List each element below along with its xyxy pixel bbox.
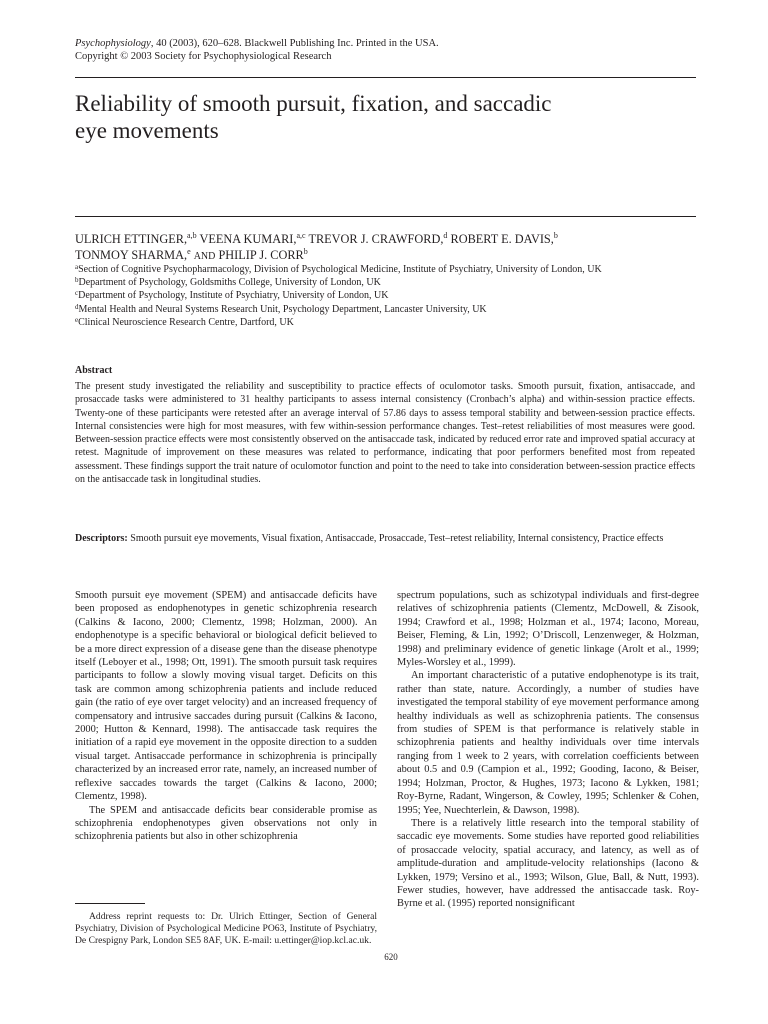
keywords-label: Descriptors: <box>75 533 128 544</box>
author: ROBERT E. DAVIS,$^b$ <box>450 231 558 246</box>
author: TREVOR J. CRAWFORD,$^d$ <box>308 231 448 246</box>
article-title <box>75 90 675 144</box>
header-rule <box>75 77 696 78</box>
affiliation: $^c$Department of Psychology, Institute of Psychiatry, University of London, UK <box>75 289 389 302</box>
author: VEENA KUMARI,$^{a,c}$ <box>199 231 306 246</box>
citation-line <box>75 38 695 51</box>
footnote: Address reprint requests to: Dr. Ulrich Ettinger, Section of General Psychiatry, Division of Psychological Medicine PO63, Institute of Psychiatry, De Crespigny Park, London SE5 8AF, UK. E-mail: u.ettinger@iop.kcl.ac.uk. <box>75 911 377 946</box>
body-column-left <box>75 589 377 844</box>
title-rule <box>75 216 696 217</box>
affiliation: $^b$Department of Psychology, Goldsmiths College, University of London, UK <box>75 276 381 289</box>
affiliation: $^e$Clinical Neuroscience Research Centre, Dartford, UK <box>75 315 294 328</box>
author-list <box>75 231 715 265</box>
keywords-text: Smooth pursuit eye movements, Visual fixation, Antisaccade, Prosaccade, Test–retest reliability, Internal consistency, Practice effects <box>127 533 664 544</box>
citation-details: , 40 (2003), 620–628. Blackwell Publishing Inc. Printed in the USA. <box>150 38 439 49</box>
keywords <box>75 532 695 545</box>
affiliation-list <box>75 263 715 329</box>
journal-header <box>75 38 695 63</box>
abstract-text: The present study investigated the reliability and susceptibility to practice effects of oculomotor tasks. Smooth pursuit, fixation, antisaccade, and prosaccade tasks were administered to 31 healthy participants to assess internal consistency (Cronbach’s alpha) and within-session practice effects. Twenty-one of these participants were retested after an average interval of 57.86 days to assess temporal stability and between-session practice effects. Internal consistencies were high for most measures, with few within-session performance changes. Test–retest reliabilities of most measures were good. Between-session practice effects were most consistently observed on the antisaccade task, indicated by reduced error rate and improved spatial accuracy at retest. Magnitude of improvement on these measures was related to performance, indicating that poor performers benefited most from repeated assessment. These findings support the trait nature of oculomotor function and point to the need to take into consideration between-session practice effects on the antisaccade task in longitudinal studies. <box>75 381 695 486</box>
author-line-1 <box>75 231 715 247</box>
body-paragraph: The SPEM and antisaccade deficits bear considerable promise as schizophrenia endophenotypes given observations not only in schizophrenia patients but also in other schizophrenia <box>75 804 377 843</box>
affiliation: $^d$Mental Health and Neural Systems Research Unit, Psychology Department, Lancaster University, UK <box>75 302 487 315</box>
author-conjunction: AND <box>193 251 216 262</box>
author: ULRICH ETTINGER,$^{a,b}$ <box>75 231 197 246</box>
body-column-right <box>397 589 699 911</box>
body-paragraph: An important characteristic of a putative endophenotype is its trait, rather than state, nature. Accordingly, a number of studies have investigated the temporal stability of eye movement performance among healthy individuals as well as schizophrenia patients. The consensus from studies of SPEM is that performance is relatively stable in schizophrenia patients and healthy individuals over time intervals ranging from 1 week to 2 years, with correlation coefficients between about 0.5 and 0.9 (Campion et al., 1992; Gooding, Iacono, & Beiser, 1994; Holzman, Proctor, & Hughes, 1973; Iacono & Lykken, 1981; Roy-Byrne, Radant, Wingerson, & Cowley, 1995; Schlenker & Cohen, 1995; Yee, Nuechterlein, & Dawson, 1998). <box>397 670 699 816</box>
body-paragraph: Smooth pursuit eye movement (SPEM) and antisaccade deficits have been proposed as endophenotypes in genetic schizophrenia research (Calkins & Iacono, 2000; Clementz, 1998; Holzman, 2000). An endophenotype is a specific behavioral or biological deficit believed to be a more direct expression of a disease gene than the disease phenotype itself (Leboyer et al., 1998; Ott, 1991). The smooth pursuit task requires participants to follow a slowly moving visual target. Deficits on this task are common among schizophrenia patients and include reduced gain (the ratio of eye over target velocity) and an increased frequency of compensatory and intrusive saccades during pursuit (Calkins & Iacono, 2000; Hutton & Kennard, 1998). The antisaccade task requires the initiation of a rapid eye movement in the opposite direction to a sudden visual target. Antisaccade performance in schizophrenia is principally characterized by an increased error rate, namely, an increased number of reflexive saccades towards the target (Calkins & Iacono, 2000; Clementz, 1998). <box>75 590 377 803</box>
title-line-1: Reliability of smooth pursuit, fixation, and saccadic <box>75 91 552 116</box>
page-number: 620 <box>384 952 398 962</box>
footnote-rule <box>75 903 145 904</box>
journal-name: Psychophysiology <box>75 38 151 49</box>
body-paragraph: There is a relatively little research into the temporal stability of saccadic eye movements. Some studies have reported good reliabilities of prosaccade velocity, spatial accuracy, and latency, as well as of amplitude-duration and amplitude-velocity relationships (Iacono & Lykken, 1979; Versino et al., 1993; Wilson, Glue, Ball, & Nutt, 1993). Fewer studies, however, have addressed the antisaccade task. Roy-Byrne et al. (1995) reported nonsignificant <box>397 817 699 910</box>
affiliation: $^a$Section of Cognitive Psychopharmacology, Division of Psychological Medicine, Institute of Psychiatry, University of London, UK <box>75 263 602 275</box>
author: TONMOY SHARMA,$^e$ <box>75 247 191 262</box>
copyright-line: Copyright © 2003 Society for Psychophysiological Research <box>75 50 332 62</box>
title-line-2: eye movements <box>75 118 219 143</box>
abstract-heading: Abstract <box>75 365 113 376</box>
author: PHILIP J. CORR$^b$ <box>218 247 308 262</box>
body-paragraph: spectrum populations, such as schizotypal individuals and first-degree relatives of schizophrenia patients (Clementz, McDowell, & Zisook, 1994; Crawford et al., 1998; Holzman et al., 1974; Iacono, Moreau, Beiser, Fleming, & Lin, 1992; O’Driscoll, Lenzenweger, & Holzman, 1998) and preliminary evidence of genetic linkage (Arolt et al., 1999; Myles-Worsley et al., 1999). <box>397 590 699 669</box>
